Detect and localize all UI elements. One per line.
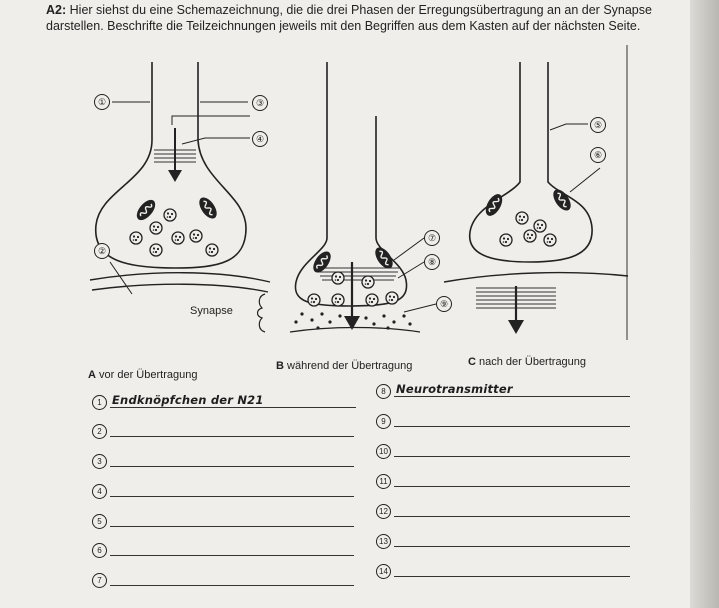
answer-line (394, 456, 630, 457)
answer-text[interactable]: Neurotransmitter (396, 382, 513, 396)
answer-line (110, 407, 356, 408)
phase-c-terminal (444, 62, 628, 334)
phase-a-terminal (90, 62, 270, 332)
answer-line (394, 516, 630, 517)
marker-8: ⑧ (424, 254, 440, 270)
answer-number: 6 (92, 543, 107, 558)
answer-line (394, 576, 630, 577)
answer-line (394, 486, 630, 487)
marker-3: ③ (252, 95, 268, 111)
answer-number: 9 (376, 414, 391, 429)
answer-number: 8 (376, 384, 391, 399)
answer-number: 2 (92, 424, 107, 439)
answer-line (394, 426, 630, 427)
answer-number: 11 (376, 474, 391, 489)
marker-7: ⑦ (424, 230, 440, 246)
marker-6: ⑥ (590, 147, 606, 163)
marker-5: ⑤ (590, 117, 606, 133)
answer-line (110, 466, 354, 467)
answer-line (394, 396, 630, 397)
marker-4: ④ (252, 131, 268, 147)
marker-2: ② (94, 243, 110, 259)
answer-line (110, 496, 354, 497)
synapse-label: Synapse (190, 305, 233, 317)
answer-number: 13 (376, 534, 391, 549)
answer-number: 14 (376, 564, 391, 579)
answer-line (110, 436, 354, 437)
answer-number: 4 (92, 484, 107, 499)
answer-line (110, 555, 354, 556)
caption-a: A vor der Übertragung (88, 369, 198, 381)
answer-number: 3 (92, 454, 107, 469)
answer-number: 1 (92, 395, 107, 410)
phase-b-terminal (290, 62, 436, 332)
task-number: A2: (46, 3, 67, 17)
caption-b: B während der Übertragung (276, 360, 413, 372)
marker-9: ⑨ (436, 296, 452, 312)
answer-number: 10 (376, 444, 391, 459)
answer-number: 5 (92, 514, 107, 529)
answer-line (110, 526, 354, 527)
caption-c: C nach der Übertragung (468, 356, 587, 368)
marker-1: ① (94, 94, 110, 110)
answer-text[interactable]: Endknöpfchen der N21 (112, 393, 264, 407)
answer-line (394, 546, 630, 547)
answer-number: 12 (376, 504, 391, 519)
answer-number: 7 (92, 573, 107, 588)
answer-line (110, 585, 354, 586)
task-text: Hier siehst du eine Schemazeichnung, die die drei Phasen der Erregungsübertragung an an der Synapse darstellen. Beschrifte die Teilzeichnungen jeweils mit den Begriffen aus dem Kasten auf der nächsten Seite. (46, 3, 652, 33)
